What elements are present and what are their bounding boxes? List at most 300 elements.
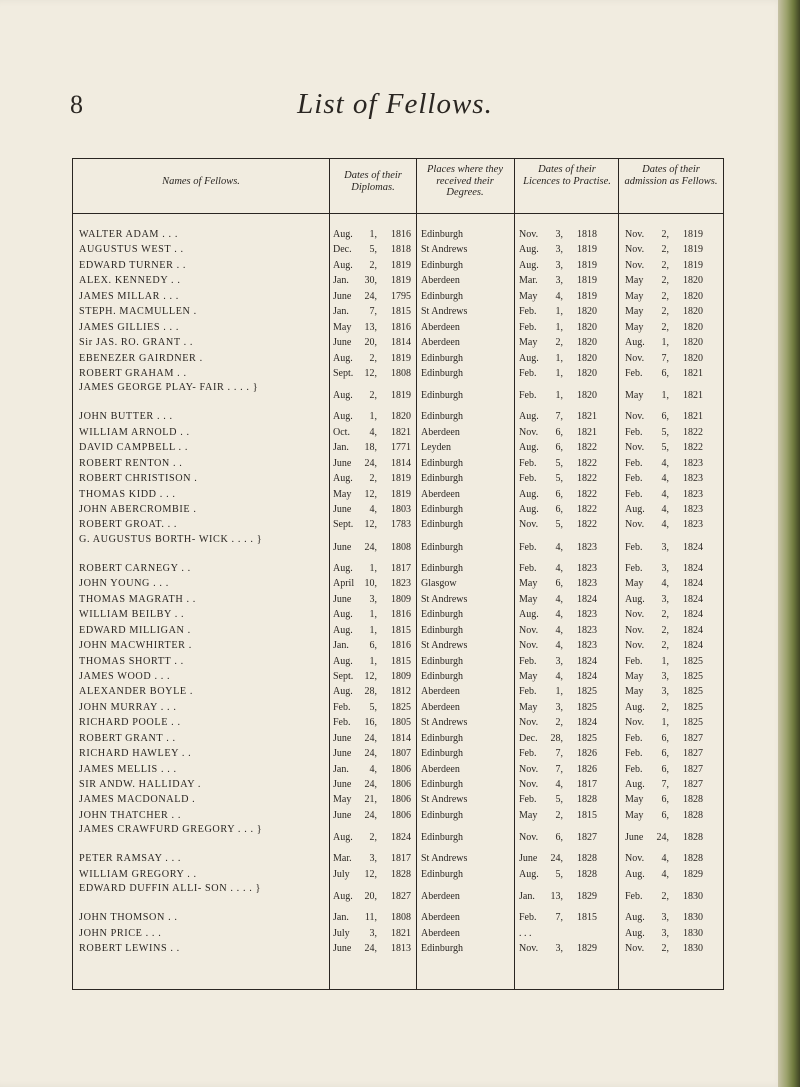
year: 1822	[577, 473, 597, 485]
adm-date	[625, 607, 703, 622]
day: 3,	[555, 229, 563, 240]
month: Aug.	[333, 609, 353, 621]
month: Nov.	[519, 763, 539, 775]
month: Nov.	[519, 779, 539, 790]
fellow-name: WILLIAM GREGORY . .	[79, 868, 197, 880]
adm-date	[625, 777, 703, 792]
degree-place: Edinburgh	[421, 504, 464, 515]
lic-date	[519, 487, 597, 502]
month: Nov.	[625, 853, 645, 865]
day: 7,	[555, 763, 563, 775]
adm-date	[625, 471, 703, 486]
day: 13,	[364, 321, 377, 333]
month: Nov.	[625, 519, 645, 531]
year: 1821	[577, 411, 597, 423]
month: May	[519, 578, 538, 590]
year: 1823	[577, 609, 597, 621]
fellow-name: THOMAS KIDD . . .	[79, 488, 176, 500]
degree-place: Edinburgh	[421, 624, 464, 636]
month: Aug.	[625, 701, 645, 713]
year: 1823	[577, 578, 597, 590]
column-header-diplomas: Dates of their Diplomas.	[344, 170, 402, 193]
year: 1819	[683, 244, 703, 256]
day: 6,	[555, 504, 563, 515]
year: 1819	[577, 259, 597, 271]
degree-place: St Andrews	[421, 640, 468, 652]
month: Jan.	[333, 442, 349, 454]
month: Nov.	[519, 832, 539, 844]
lic-date	[519, 561, 597, 576]
day: 1,	[369, 411, 377, 423]
day: 4,	[555, 290, 563, 302]
adm-date	[625, 227, 703, 242]
day: 4,	[555, 562, 563, 574]
month: Feb.	[519, 912, 537, 924]
year: 1771	[391, 442, 411, 454]
month: Nov.	[625, 229, 645, 240]
day: 11,	[364, 912, 377, 924]
month: Aug.	[519, 609, 539, 621]
year: 1809	[391, 593, 411, 605]
year: 1820	[683, 352, 703, 364]
month: June	[333, 290, 352, 302]
dip-date	[333, 258, 411, 273]
day: 4,	[661, 504, 669, 515]
adm-date	[625, 273, 703, 288]
year: 1809	[391, 670, 411, 682]
degree-place: Edinburgh	[421, 519, 464, 531]
month: Feb.	[519, 306, 537, 318]
day: 5,	[369, 244, 377, 256]
month: Jan.	[333, 275, 349, 287]
fellow-name: JOHN THOMSON . .	[79, 912, 178, 924]
table-row	[73, 335, 723, 350]
table-row	[73, 623, 723, 638]
day: 2,	[369, 390, 377, 402]
month: Aug.	[625, 504, 645, 515]
dip-date	[333, 746, 411, 761]
year: 1821	[683, 390, 703, 402]
fellow-name: ROBERT CARNEGY . .	[79, 562, 191, 574]
month: Feb.	[519, 390, 537, 402]
table-row	[73, 638, 723, 653]
year: 1808	[391, 912, 411, 924]
month: May	[625, 306, 644, 318]
month: June	[333, 943, 352, 955]
dip-date	[333, 941, 411, 956]
month: June	[333, 779, 352, 790]
table-row	[73, 777, 723, 792]
month: Aug.	[625, 593, 645, 605]
header-rule	[73, 213, 723, 214]
day: 24,	[364, 748, 377, 760]
degree-place: Leyden	[421, 442, 451, 454]
fellow-name: EBENEZER GAIRDNER .	[79, 352, 203, 364]
table-row	[73, 762, 723, 777]
table-row	[73, 654, 723, 669]
day: 4,	[369, 504, 377, 515]
year: 1806	[391, 794, 411, 806]
degree-place: St Andrews	[421, 306, 468, 318]
month: Feb.	[625, 457, 643, 469]
day	[549, 926, 563, 941]
day: 3,	[555, 259, 563, 271]
adm-date	[625, 487, 703, 502]
month: Jan.	[333, 912, 349, 924]
fellow-name: ROBERT GROAT. . .	[79, 519, 178, 531]
day: 21,	[364, 794, 377, 806]
year: 1820	[683, 321, 703, 333]
adm-date	[625, 289, 703, 304]
month: June	[333, 337, 352, 349]
day: 24,	[364, 779, 377, 790]
day: 20,	[364, 337, 377, 349]
day: 4,	[661, 578, 669, 590]
dip-date	[333, 471, 411, 486]
adm-date	[625, 941, 703, 956]
day: 4,	[555, 624, 563, 636]
day: 13,	[550, 891, 563, 903]
year: 1825	[683, 655, 703, 667]
degree-place: Edinburgh	[421, 868, 464, 880]
degree-place: Aberdeen	[421, 488, 460, 500]
year: 1822	[683, 442, 703, 454]
year: 1816	[391, 229, 411, 240]
year: 1820	[577, 352, 597, 364]
year: 1822	[577, 442, 597, 454]
day: 12,	[364, 670, 377, 682]
day: 5,	[555, 473, 563, 485]
year: 1821	[391, 927, 411, 939]
year: 1813	[391, 943, 411, 955]
adm-date	[625, 700, 703, 715]
day: 7,	[555, 748, 563, 760]
month: June	[625, 832, 644, 844]
day: 6,	[661, 367, 669, 379]
adm-date	[625, 762, 703, 777]
day: 12,	[364, 488, 377, 500]
adm-date	[625, 669, 703, 684]
degree-place: Edinburgh	[421, 832, 464, 844]
year: 1830	[683, 927, 703, 939]
month: Aug.	[333, 352, 353, 364]
year: 1828	[683, 853, 703, 865]
adm-date	[625, 746, 703, 761]
day: 4,	[555, 609, 563, 621]
lic-date	[519, 867, 597, 882]
month: Aug.	[333, 390, 353, 402]
month: Feb.	[519, 748, 537, 760]
dip-date	[333, 926, 411, 941]
month: Aug.	[333, 562, 353, 574]
fellow-name: JOHN ABERCROMBIE .	[79, 504, 197, 515]
year: 1825	[577, 732, 597, 744]
year: 1817	[577, 779, 597, 790]
day: 24,	[364, 809, 377, 821]
table-row	[73, 715, 723, 730]
adm-date	[625, 684, 703, 699]
fellow-name: WALTER ADAM . . .	[79, 229, 178, 240]
month: Aug.	[519, 442, 539, 454]
day: 6,	[555, 832, 563, 844]
month: Sept.	[333, 367, 354, 379]
month: May	[625, 670, 644, 682]
year: 1828	[577, 868, 597, 880]
dip-date	[333, 540, 411, 555]
month: Sept.	[333, 670, 354, 682]
day: 4,	[661, 853, 669, 865]
day: 3,	[555, 655, 563, 667]
year: 1783	[391, 519, 411, 531]
year: 1806	[391, 779, 411, 790]
lic-date	[519, 351, 597, 366]
year: 1823	[577, 541, 597, 553]
day: 2,	[661, 306, 669, 318]
dip-date	[333, 304, 411, 319]
day: 1,	[555, 686, 563, 698]
year: 1795	[391, 290, 411, 302]
day: 4,	[661, 457, 669, 469]
day: 1,	[555, 352, 563, 364]
year: 1825	[391, 701, 411, 713]
month: Feb.	[625, 562, 643, 574]
degree-place: Aberdeen	[421, 321, 460, 333]
lic-date	[519, 808, 597, 823]
degree-place: Edinburgh	[421, 541, 464, 553]
day: 6,	[369, 640, 377, 652]
lic-date	[519, 777, 597, 792]
year: 1807	[391, 748, 411, 760]
fellow-name: EDWARD MILLIGAN .	[79, 624, 191, 636]
year: 1820	[577, 337, 597, 349]
month: Feb.	[625, 488, 643, 500]
month: May	[625, 686, 644, 698]
month: Nov.	[625, 352, 645, 364]
adm-date	[625, 409, 703, 424]
table-row	[73, 320, 723, 335]
day: 28,	[364, 686, 377, 698]
day: 2,	[661, 229, 669, 240]
month: Feb.	[625, 473, 643, 485]
month: Aug.	[519, 411, 539, 423]
adm-date	[625, 388, 703, 403]
dip-date	[333, 242, 411, 257]
day: 6,	[555, 578, 563, 590]
adm-date	[625, 304, 703, 319]
month: Jan.	[333, 640, 349, 652]
day: 24,	[364, 457, 377, 469]
day: 2,	[661, 609, 669, 621]
month: Feb.	[625, 541, 643, 553]
month: Nov.	[519, 640, 539, 652]
fellow-name: JOHN MACWHIRTER .	[79, 640, 192, 652]
adm-date	[625, 320, 703, 335]
table-row	[73, 792, 723, 807]
month: Feb.	[519, 686, 537, 698]
adm-date	[625, 638, 703, 653]
fellow-name: PETER RAMSAY . . .	[79, 853, 182, 865]
month: April	[333, 578, 355, 590]
lic-date	[519, 289, 597, 304]
month: Feb.	[625, 426, 643, 438]
year: 1823	[577, 624, 597, 636]
table-row	[73, 471, 723, 486]
fellow-name: JAMES MILLAR . . .	[79, 290, 179, 302]
day: 1,	[555, 306, 563, 318]
fellow-name: SIR ANDW. HALLIDAY .	[79, 779, 202, 790]
year: 1830	[683, 891, 703, 903]
dip-date	[333, 440, 411, 455]
year: 1821	[683, 411, 703, 423]
day: 2,	[661, 244, 669, 256]
dip-date	[333, 409, 411, 424]
year: 1814	[391, 457, 411, 469]
fellow-name: ROBERT RENTON . .	[79, 457, 183, 469]
lic-date	[519, 471, 597, 486]
column-header-admission: Dates of their admission as Fellows.	[624, 164, 718, 187]
year: 1830	[683, 943, 703, 955]
dip-date	[333, 910, 411, 925]
day: 6,	[661, 809, 669, 821]
month: Nov.	[625, 717, 645, 729]
month: May	[519, 290, 538, 302]
year: 1826	[577, 763, 597, 775]
year: 1819	[577, 275, 597, 287]
fellow-name: G. AUGUSTUS BORTH- WICK . . . . }	[79, 533, 263, 545]
day: 3,	[661, 927, 669, 939]
day: 2,	[369, 259, 377, 271]
month: Aug.	[625, 868, 645, 880]
dip-date	[333, 654, 411, 669]
fellows-table	[72, 158, 724, 990]
table-row	[73, 746, 723, 761]
table-row	[73, 910, 723, 925]
year: 1820	[577, 390, 597, 402]
fellow-name: THOMAS MAGRATH . .	[79, 593, 196, 605]
degree-place: Edinburgh	[421, 352, 464, 364]
month: Aug.	[333, 259, 353, 271]
day: 3,	[369, 593, 377, 605]
table-row	[73, 731, 723, 746]
month: June	[519, 853, 538, 865]
table-row	[73, 381, 723, 409]
month: Aug.	[333, 655, 353, 667]
day: 1,	[661, 390, 669, 402]
fellow-name: JAMES MELLIS . . .	[79, 763, 177, 775]
dip-date	[333, 517, 411, 532]
day: 2,	[661, 290, 669, 302]
day: 30,	[364, 275, 377, 287]
year: 1817	[391, 562, 411, 574]
lic-date	[519, 638, 597, 653]
month: Oct.	[333, 426, 350, 438]
fellow-name: JAMES GILLIES . . .	[79, 321, 179, 333]
year: 1820	[391, 411, 411, 423]
month: May	[625, 390, 644, 402]
fellow-name: JAMES GEORGE PLAY- FAIR . . . . }	[79, 382, 259, 394]
dip-date	[333, 638, 411, 653]
year: 1816	[391, 609, 411, 621]
year: 1814	[391, 337, 411, 349]
degree-place: Edinburgh	[421, 809, 464, 821]
table-row	[73, 576, 723, 591]
adm-date	[625, 561, 703, 576]
fellow-name: RICHARD HAWLEY . .	[79, 748, 192, 760]
month: May	[625, 290, 644, 302]
dip-date	[333, 623, 411, 638]
year: 1825	[683, 670, 703, 682]
day: 2,	[661, 259, 669, 271]
day: 1,	[369, 229, 377, 240]
month: Nov.	[625, 624, 645, 636]
day: 24,	[656, 832, 669, 844]
year: 1819	[391, 473, 411, 485]
dip-date	[333, 715, 411, 730]
year: 1829	[577, 943, 597, 955]
year: 1822	[577, 457, 597, 469]
fellow-name: ALEX. KENNEDY . .	[79, 275, 181, 287]
table-row	[73, 440, 723, 455]
adm-date	[625, 830, 703, 845]
month: Feb.	[625, 655, 643, 667]
dip-date	[333, 607, 411, 622]
table-row	[73, 258, 723, 273]
month: June	[333, 504, 352, 515]
day: 3,	[555, 943, 563, 955]
dip-date	[333, 487, 411, 502]
degree-place: Aberdeen	[421, 337, 460, 349]
year: 1826	[577, 748, 597, 760]
lic-date	[519, 335, 597, 350]
table-row	[73, 882, 723, 910]
month: Feb.	[519, 794, 537, 806]
fellow-name: JOHN BUTTER . . .	[79, 411, 173, 423]
adm-date	[625, 654, 703, 669]
day: 1,	[369, 562, 377, 574]
lic-date	[519, 517, 597, 532]
lic-date	[519, 409, 597, 424]
dip-date	[333, 889, 411, 904]
year: 1820	[683, 337, 703, 349]
month: Feb.	[519, 541, 537, 553]
table-row	[73, 867, 723, 882]
month: Nov.	[625, 244, 645, 256]
adm-date	[625, 517, 703, 532]
lic-date	[519, 540, 597, 555]
dip-date	[333, 366, 411, 381]
lic-date	[519, 746, 597, 761]
day: 5,	[369, 701, 377, 713]
table-row	[73, 366, 723, 381]
month: Aug.	[625, 927, 645, 939]
month: Aug.	[333, 891, 353, 903]
adm-date	[625, 351, 703, 366]
year: 1824	[577, 655, 597, 667]
page-edge	[778, 0, 800, 1087]
fellow-name: EDWARD DUFFIN ALLI- SON . . . . }	[79, 883, 262, 895]
day: 7,	[369, 306, 377, 318]
year: 1823	[683, 519, 703, 531]
month: Feb.	[519, 321, 537, 333]
month: Feb.	[625, 891, 643, 903]
month: May	[519, 701, 538, 713]
month: Nov.	[519, 426, 539, 438]
lic-date	[519, 762, 597, 777]
degree-place: Edinburgh	[421, 411, 464, 423]
dip-date	[333, 851, 411, 866]
month: Mar.	[519, 275, 538, 287]
table-row	[73, 592, 723, 607]
